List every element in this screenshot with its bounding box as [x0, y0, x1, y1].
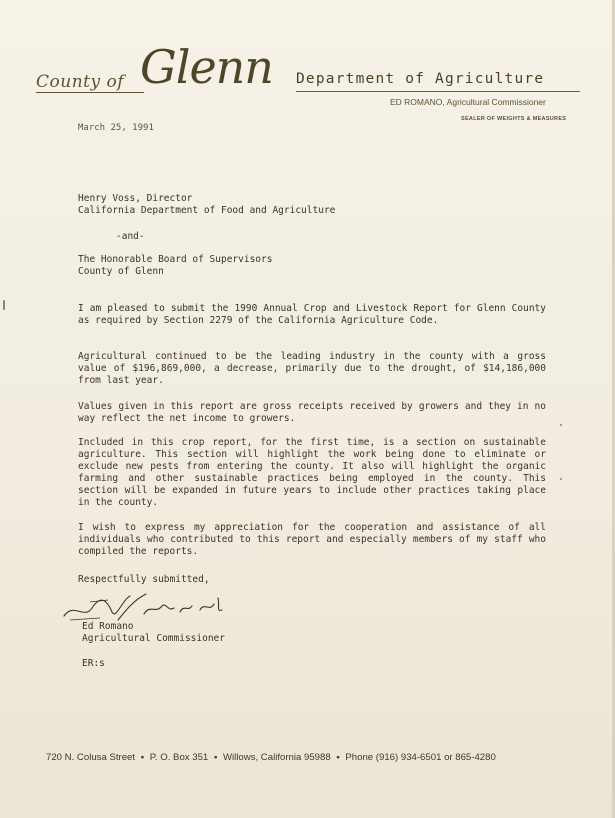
typist-initials: ER:s — [82, 658, 105, 669]
recipient-line-1: Henry Voss, Director — [78, 193, 193, 204]
recipient-line-2: California Department of Food and Agriculture — [78, 205, 336, 216]
county-underline — [36, 92, 144, 93]
letter-date: March 25, 1991 — [78, 123, 154, 133]
signer-name: Ed Romano — [82, 621, 134, 632]
paragraph-1 — [78, 303, 546, 327]
department-rule — [296, 91, 580, 92]
margin-mark — [3, 300, 5, 310]
paragraph-4 — [78, 437, 546, 509]
footer-bullet: • — [140, 752, 145, 763]
recipient-line-3: The Honorable Board of Supervisors — [78, 254, 273, 265]
paragraph-text: Included in this crop report, for the first time, is a section on sustainable agriculture. This section will highlight the work being done to eliminate or exclude new pests from entering the county. It also will highlight the organic farming and other sustainable practices being employed in the county. This section will be expanded in future years to include other practices taking place in the county. — [78, 437, 546, 508]
footer-bullet: • — [213, 752, 218, 763]
paragraph-text: I wish to express my appreciation for the cooperation and assistance of all individuals who contributed to this report and especially members of my staff who compiled the reports. — [78, 522, 546, 557]
paragraph-5 — [78, 522, 546, 558]
margin-mark — [560, 478, 562, 480]
county-logo — [36, 40, 273, 104]
signer-title: Agricultural Commissioner — [82, 633, 225, 644]
county-name: Glenn — [140, 40, 273, 94]
footer-bullet: • — [336, 752, 340, 763]
closing-salutation: Respectfully submitted, — [78, 574, 210, 585]
paragraph-2 — [78, 351, 546, 387]
footer-city: Willows, California 95988 — [222, 752, 331, 763]
paragraph-text: I am pleased to submit the 1990 Annual Crop and Livestock Report for Glenn County as required by Section 2279 of the California Agriculture Code. — [78, 303, 546, 326]
paragraph-3 — [78, 401, 546, 425]
letterhead-footer — [46, 752, 496, 763]
paragraph-text: Agricultural continued to be the leading industry in the county with a gross value of $196,869,000, a decrease, primarily due to the drought, of $14,186,000 from last year. — [78, 351, 546, 386]
footer-phone: Phone (916) 934-6501 or 865-4280 — [345, 752, 496, 763]
paragraph-text: Values given in this report are gross receipts received by growers and they in no way reflect the net income to growers. — [78, 401, 546, 424]
footer-street: 720 N. Colusa Street — [46, 752, 136, 763]
sealer-line: SEALER OF WEIGHTS & MEASURES — [461, 116, 567, 122]
commissioner-line: ED ROMANO, Agricultural Commissioner — [390, 97, 546, 107]
recipient-connector: -and- — [116, 231, 145, 242]
footer-po-box: P. O. Box 351 — [149, 752, 209, 763]
department-title: Department of Agriculture — [296, 71, 545, 87]
recipient-line-4: County of Glenn — [78, 266, 164, 277]
margin-mark — [560, 424, 562, 426]
county-prefix: County of — [36, 72, 125, 92]
